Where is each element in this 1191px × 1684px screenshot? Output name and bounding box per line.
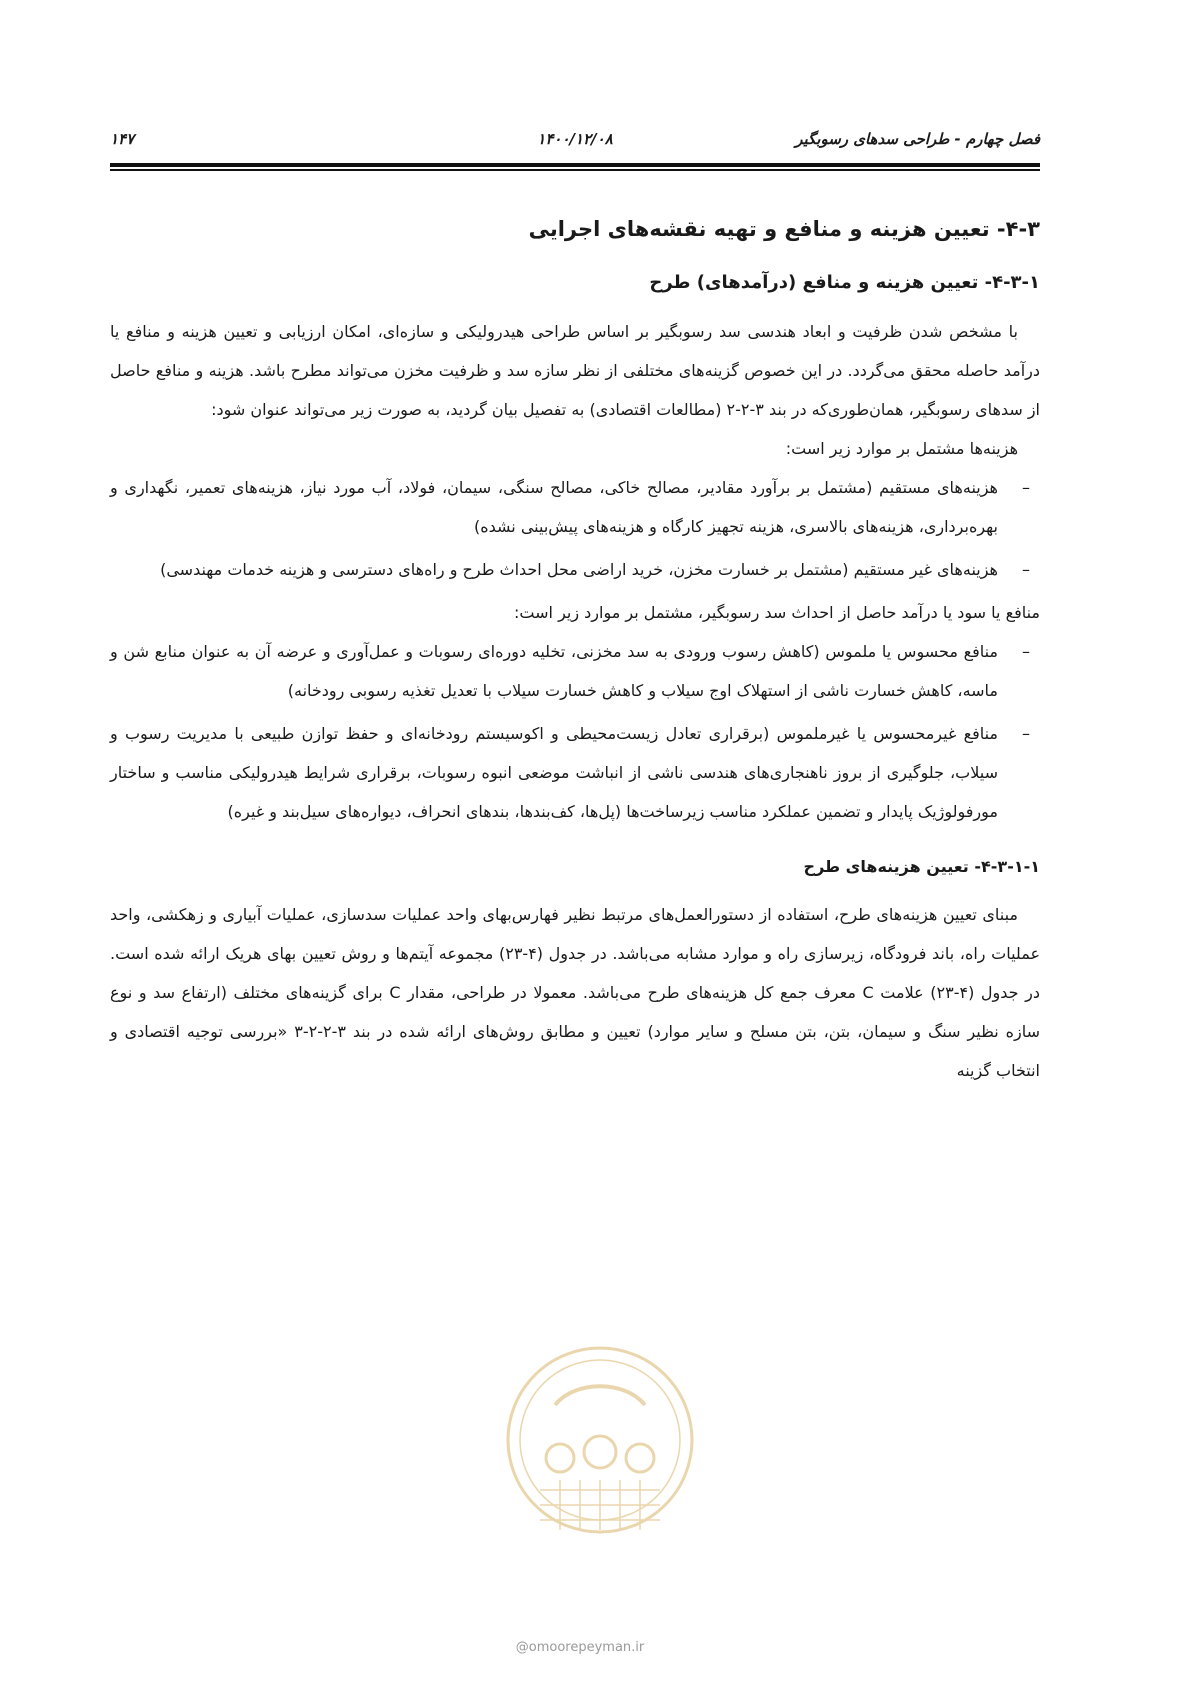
- watermark-logo-icon: [500, 1340, 700, 1540]
- page-content: [110, 212, 1040, 1090]
- list-item: [110, 714, 1040, 831]
- list-item-text: منافع غیرمحسوس یا غیرملموس (برقراری تعادل زیست‌محیطی و اکوسیستم رودخانه‌ای و حفظ توازن طبیعی با مدیریت رسوب و سیلاب، جلوگیری از بروز ناهنجاری‌های هندسی ناشی از انباشت موضعی انبوه رسوبات، برقراری شرایط هیدرولیکی مناسب و ساختار مورفولوژیک پایدار و تضمین عملکرد مناسب زیرساخت‌ها (پل‌ها، کف‌بندها، بندهای انحراف، دیواره‌های سیل‌بند و غیره): [110, 724, 998, 821]
- header-date: ۱۴۰۰/۱۲/۰۸: [537, 130, 613, 148]
- dash-bullet: –: [1022, 560, 1030, 579]
- costs-paragraph: مبنای تعیین هزینه‌های طرح، استفاده از دستورالعمل‌های مرتبط نظیر فهارس‌بهای واحد عملیات سدسازی، عملیات آبیاری و زهکشی، واحد عملیات راه، باند فرودگاه، زیرسازی راه و موارد مشابه می‌باشد. در جدول (۴-۲۳) مجموعه آیتم‌ها و روش تعیین بهای هریک ارائه شده است. در جدول (۴-۲۳) علامت C معرف جمع کل هزینه‌های طرح می‌باشد. معمولا در طراحی، مقدار C برای گزینه‌های مختلف (ارتفاع سد و نوع سازه نظیر سنگ و سیمان، بتن، بتن مسلح و سایر موارد) تعیین و مطابق روش‌های ارائه شده در بند ۳-۲-۲-۳ «بررسی توجیه اقتصادی و انتخاب گزینه: [110, 905, 1041, 1080]
- section-heading: ۴-۳- تعیین هزینه و منافع و تهیه نقشه‌های اجرایی: [528, 217, 1040, 241]
- watermark-url: @omoorepeyman.ir: [515, 1640, 645, 1655]
- list-item: [110, 468, 1040, 546]
- running-header: [110, 130, 1040, 156]
- benefits-intro: منافع یا سود یا درآمد حاصل از احداث سد رسوبگیر، مشتمل بر موارد زیر است:: [514, 603, 1040, 622]
- subsubsection-heading: ۴-۳-۱-۱- تعیین هزینه‌های طرح: [803, 857, 1040, 876]
- list-item-text: هزینه‌های غیر مستقیم (مشتمل بر خسارت مخزن، خرید اراضی محل احداث طرح و راه‌های دسترسی و هزینه خدمات مهندسی): [160, 560, 998, 579]
- intro-paragraph: با مشخص شدن ظرفیت و ابعاد هندسی سد رسوبگیر بر اساس طراحی هیدرولیکی و سازه‌ای، امکان ارزیابی و تعیین هزینه و منافع یا درآمد حاصله محقق می‌گردد. در این خصوص گزینه‌های مختلفی از نظر سازه سد و ظرفیت مخزن می‌تواند مطرح باشد. هزینه و منافع حاصل از سدهای رسوبگیر، همان‌طوری‌که در بند ۳-۲-۲ (مطالعات اقتصادی) به تفصیل بیان گردید، به صورت زیر می‌تواند عنوان شود:: [110, 322, 1040, 419]
- chapter-title: فصل چهارم - طراحی سدهای رسوبگیر: [795, 130, 1040, 148]
- costs-list: [110, 468, 1040, 589]
- page-number: ۱۴۷: [110, 130, 135, 148]
- benefits-list: [110, 632, 1040, 831]
- list-item: [110, 550, 1040, 589]
- dash-bullet: –: [1022, 724, 1030, 743]
- header-rule-thin: [110, 169, 1040, 171]
- header-rule-thick: [110, 163, 1040, 167]
- dash-bullet: –: [1022, 642, 1030, 661]
- list-item: [110, 632, 1040, 710]
- list-item-text: هزینه‌های مستقیم (مشتمل بر برآورد مقادیر، مصالح خاکی، مصالح سنگی، سیمان، فولاد، آب مورد نیاز، هزینه‌های تعمیر، نگهداری و بهره‌برداری، هزینه‌های بالاسری، هزینه تجهیز کارگاه و هزینه‌های پیش‌بینی نشده): [110, 478, 998, 536]
- costs-intro: هزینه‌ها مشتمل بر موارد زیر است:: [785, 439, 1018, 458]
- subsection-heading: ۴-۳-۱- تعیین هزینه و منافع (درآمدهای) طرح: [649, 272, 1040, 293]
- list-item-text: منافع محسوس یا ملموس (کاهش رسوب ورودی به سد مخزنی، تخلیه دوره‌ای رسوبات و عمل‌آوری و عرضه آن به عنوان منابع شن و ماسه، کاهش خسارت ناشی از استهلاک اوج سیلاب و کاهش خسارت سیلاب با تعدیل تغذیه رسوبی رودخانه): [110, 642, 998, 700]
- dash-bullet: –: [1022, 478, 1030, 497]
